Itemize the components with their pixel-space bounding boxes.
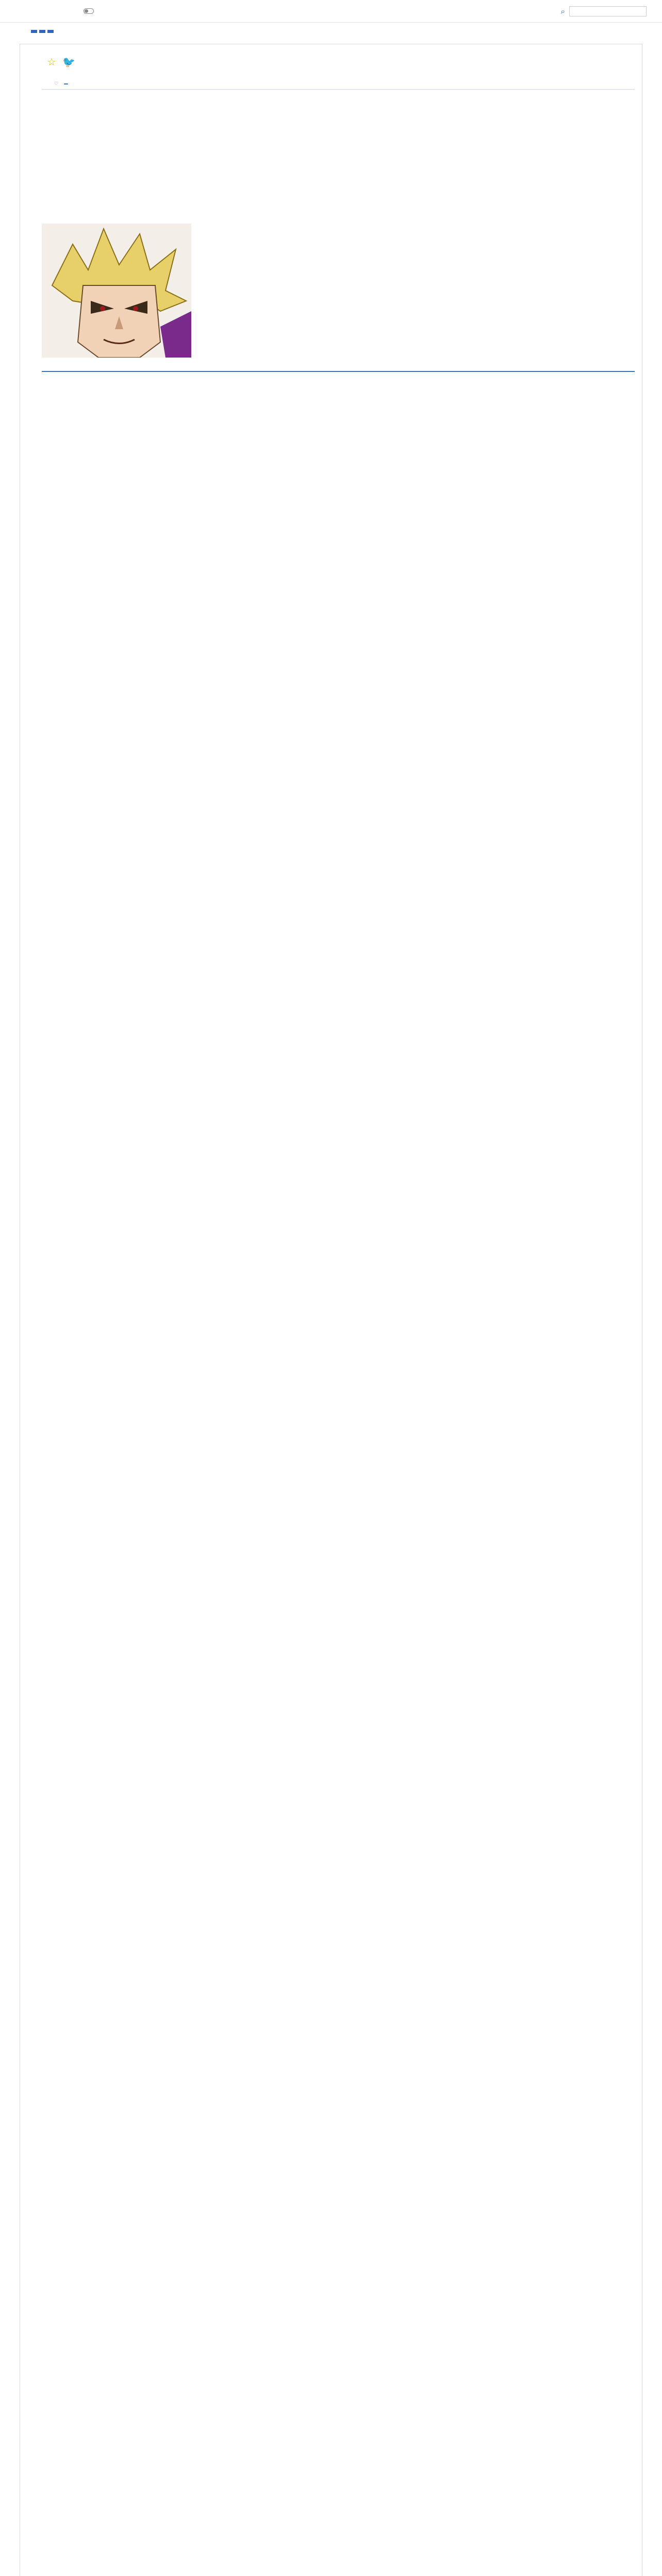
anime-character-image (42, 224, 191, 358)
post-divider (42, 371, 635, 372)
breadcrumb-category[interactable] (39, 30, 45, 33)
main-nav (27, 7, 84, 15)
search-icon[interactable]: ⌕ (560, 6, 565, 16)
thread-title (42, 56, 75, 68)
breadcrumb-thread[interactable] (47, 30, 54, 33)
reply-button[interactable] (64, 83, 68, 84)
dark-mode-toggle[interactable] (84, 8, 94, 14)
breadcrumb-top[interactable] (31, 30, 37, 33)
op-post (42, 80, 635, 372)
op-image[interactable] (42, 224, 191, 358)
twitter-share-icon[interactable]: 🐦 (62, 56, 76, 68)
favorite-star-icon[interactable]: ☆ (47, 56, 56, 68)
breadcrumb (0, 23, 662, 33)
post-meta (42, 80, 635, 90)
search-box (561, 6, 647, 16)
op-image-wrapper (42, 224, 635, 363)
heart-icon[interactable]: ♡ (54, 81, 59, 87)
site-header (0, 0, 662, 23)
search-input[interactable] (569, 6, 647, 16)
thread-container (20, 44, 642, 2576)
